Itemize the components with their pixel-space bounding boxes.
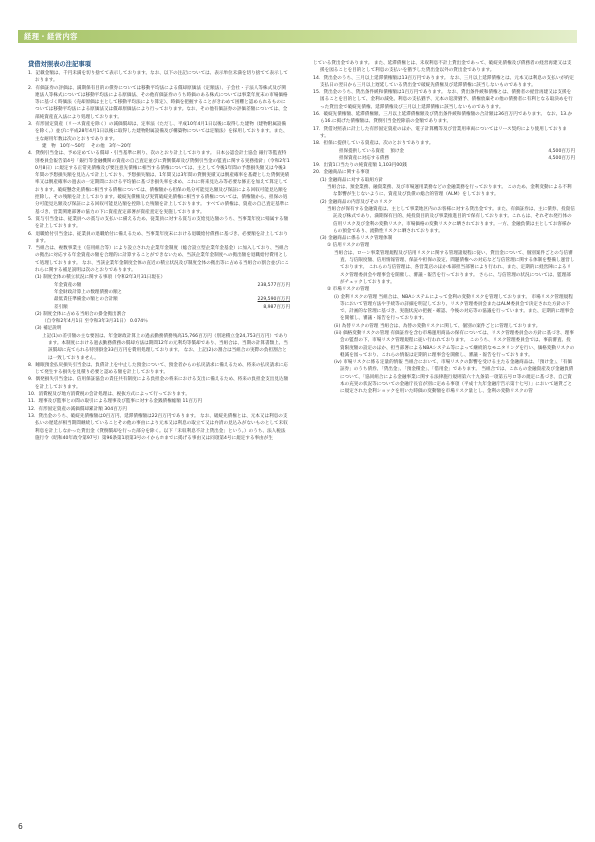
note-entry: 18．担保に提供している資産は、次のとおりであります。: [313, 141, 434, 147]
collateral-liability-row: [313, 155, 575, 162]
collateral-liability-value: 4,500百万円: [548, 155, 575, 161]
financial-note-entry: (ii) 為替リスクの管理 当組合は、為替の変動リスクに関して、個別の案件ごとに管理しております。: [334, 323, 541, 329]
note-entry: 17．貸借対照表に計上した有形固定資産のほか、電子計算機等及び営業用車両についてはリース契約により使用しております。: [313, 126, 567, 139]
pension-ratio-text: （自令和2年4月1日 至令和3年3月31日） 0.074％: [42, 319, 148, 325]
note-entry: 10．消費税及び地方消費税の会計処理は、税抜方式によって行っております。: [28, 392, 190, 398]
pension-note-text: 上記(1)の差引額の主な要因は、年金財政計算上の過去勤務債務残高15,766百万円（別途積立金24,753百万円）であります。本制度における過去勤務債務の償却方法は期間12年の元利均等償却であり、当組合は、当期の計算書類上、当該償却に充てられる特別掛金33百万円を費用処理しております。 なお、上記(2)の割合は当組合の実際の負担割合とは一致しておりません。: [42, 333, 288, 361]
financial-note-entry: 当組合が保有する金融資産は、主として事業地区内のお客様に対する貸出金です。また、有価証券は、主に債券、投資信託及び株式であり、満期保有目的、純投資目的及び事業推進目的で保有しております。これらは、それぞれ発行体の信用リスク及び金利の変動リスク、市場価格の変動リスクに晒されております。一方、金融負債は主としてお客様からの預金であり、流動性リスクに晒されております。: [327, 206, 575, 234]
financial-note-entry: (iii) 価格変動リスクの管理 有価証券を含む市場運用商品の保有については、リスク管理委員会の方針に基づき、理事会の監督の下、市場リスク管理規程に従い行われております。 このうち、リスク管理委員会では、事前審査、投資限度額の設定のほか、担当部署によるNBAシステム等によって継続的なモニタリングを行い、価格変動リスクの軽減を図っており、これらの情報は定期的に理事会を開催し、審議・報告を行っております。: [334, 330, 575, 358]
collateral-asset-type: 預け金: [390, 148, 404, 154]
page-number: 6: [18, 822, 23, 831]
note-entry: 15．貸出金のうち、貸出条件緩和債権額は1百万円であります。 なお、貸出条件緩和債権とは、債務者の経営再建又は支援を図ることを目的として、金利の減免、利息の支払猶予、元本の返済猶予、債権放棄その他の債務者に有利となる取決めを行った貸出金で破綻先債権、延滞債権及び三月以上延滞債権に該当しないものであります。: [313, 90, 573, 110]
left-column: [28, 60, 290, 815]
pension-diff-label: 差引額: [54, 304, 68, 310]
financial-note-entry: (iv) 市場リスクに係る定量的情報 当組合において、市場リスクの影響を受ける主たる金融商品は、「預け金」、「有価証券」のうち債券、「貸出金」、「預金積金」、「借用金」であります。 当組合では、これらの金融資産及び金融負債について、「協同組合による金融事業に関する法律施行規則第六十九条第一項第五号ロ等の規定に基づき、自己資本の充実の状況等についての金融庁長官が別に定める事項（平成十九年金融庁告示第十七号）」において通貨ごとに規定された金利ショックを用いた時価の変動額を市場リスク量とし、金利の変動リスクの管: [334, 360, 574, 395]
note-entry: 9．偶発損失引当金は、信用保証協会の責任共有制度による負担金の将来における支出に備えるため、将来の負担金支出見込額を計上しております。: [28, 377, 289, 390]
financial-note-entry: (2) 金融商品の内容及びそのリスク: [320, 199, 393, 205]
pension-diff-value: 8,987百万円: [263, 304, 290, 310]
note-entry: 16．破綻先債権額、延滞債権額、三月以上延滞債権額及び貸出条件緩和債権額の合計額は36百万円であります。 なお、13.から16.に掲げた債権額は、貸倒引当金控除前の金額であります。: [313, 112, 573, 125]
collateral-asset-value: 4,500百万円: [548, 148, 575, 154]
pension-obligation-value: 229,590百万円: [257, 297, 290, 303]
building-years: 10年〜50年: [59, 143, 86, 149]
useful-life-row: [28, 143, 290, 150]
collateral-asset-label: 担保提供している資産: [339, 148, 385, 154]
pension-diff-row: [28, 304, 290, 311]
note-entry: 8．睡眠預金払戻損失引当金は、負債計上を中止した預金について、預金者からの払戻請求に備えるため、将来の払戻請求に応じて発生する損失を見積り必要と認める額を計上しております。: [28, 362, 289, 376]
note-entry: 4．貸倒引当金は、予め定めている償却・引当基準に則り、次のとおり計上しております。 日本公認会計士協会 銀行等監査特別委員会報告第4号「銀行等金融機関の資産の自己査定並びに貸倒償却及び貸倒引当金の監査に関する実務指針」（令和2年10月8日）に規定する正常先債権及び要注意先債権に相当する債権については、主として今後1年間の予想損失額又は今後3年間の予想損失額を見込んで計上しており、予想損失額は、1年間又は3年間の貸倒実績又は倒産確率を基礎とした貸倒実績率又は倒産確率の過去の一定期間における平均値に基づき損失率を求め、これに将来見込み等必要な修正を加えて算定しております。破綻懸念先債権に相当する債権については、債権額から担保の処分可能見込額及び保証による回収可能見込額を控除し、その残額を計上しております。破綻先債権及び実質破綻先債権に相当する債権については、債権額から、担保の処分可能見込額及び保証による回収可能見込額を控除した残額を計上しております。 すべての債権は、資産の自己査定基準に基づき、営業関連部署の協力の下に資産査定部署が資産査定を実施しております。: [28, 151, 290, 215]
note-entry: 2．有価証券の評価は、満期保有目的の債券については移動平均法による償却原価法（定額法）、子会社・子法人等株式及び関連法人等株式については移動平均法による原価法、その他有価証券のうち時価のある株式については事業年度末の市場価格等に基づく時価法（売却原価は主として移動平均法により算定）、時価を把握することがきわめて困難と認められるものについては移動平均法による原価法又は償却原価法により行っております。なお、その他有価証券の評価差額については、全部純資産直入法により処理しております。: [28, 85, 288, 120]
pension-assets-label: 年金資産の額: [54, 282, 82, 288]
section-header-bar: [18, 30, 577, 43]
note-entry: 6．退職給付引当金は、従業員の退職給付に備えるため、当事業年度末における退職給付債務に基づき、必要額を計上しております。: [28, 231, 289, 244]
note-entry: 1．記載金額は、千円未満を切り捨てて表示しております。なお、以下の注記については、表示単位未満を切り捨てて表示しております。: [28, 71, 288, 84]
right-column: [313, 60, 575, 815]
financial-note-entry: ② 市場リスクの管理: [327, 287, 370, 293]
pension-note-title: (3) 補足説明: [35, 326, 62, 332]
collateral-asset-row: [313, 148, 575, 155]
financial-note-entry: (3) 金融商品に係るリスク管理体制: [320, 236, 393, 242]
notes-section-title: 貸借対照表の注記事項: [28, 61, 91, 68]
building-label: 建 物: [42, 143, 56, 149]
note-entry: 19．出資1口当たりの純資産額 1,103円00銭: [313, 163, 407, 169]
note-entry: 7．当組合は、複数事業主（信用組合等）により設立された企業年金制度（総合設立型企業年金基金）に加入しており、当組合の拠出に対応する年金資産の額を合理的に計算することができないため、当該企業年金制度への拠出額を退職給付費用として処理しております。 なお、当該企業年金制度全体の直近の積立状況及び制度全体の拠出等に占める当組合の割合並びにこれらに関する補足説明は次のとおりであります。: [28, 246, 289, 274]
pension-obligation-total-row: [28, 296, 290, 303]
pension-status-title: (1) 制度全体の積立状況に関する事項（令和2年3月31日現在）: [35, 275, 166, 281]
pension-obligation-label: 最低責任準備金の額との合計額: [54, 297, 118, 303]
note-entry: 11．理事及び監事との間の取引による理事及び監事に対する金銭債権総額 11百万円: [28, 399, 203, 405]
pension-assets-row: [28, 282, 290, 289]
note-entry: じている貸出金であります。 また、延滞債権とは、未収利息不計上貸出金であって、破綻先債権及び債務者の経営再建又は支援を図ることを目的として利息の支払いを猶予した貸出金以外の貸出金であります。: [313, 61, 572, 74]
note-entry: 14．貸出金のうち、三月以上延滞債権額は13百万円であります。 なお、三月以上延滞債権とは、元本又は利息の支払いが約定支払日の翌日から三月以上遅延している貸出金で破綻先債権及び延滞債権に該当しないものであります。: [313, 75, 575, 88]
financial-note-entry: 当組合は、預金業務、融資業務、及び市場運用業務などの金融業務を行っております。 このため、金利変動による不利な影響が生じないように、資産及び負債の総合的管理（ALM）をしております。: [327, 185, 572, 198]
pension-obligation-row: [28, 289, 290, 296]
financial-instruments-notes: [313, 177, 575, 396]
financial-note-entry: (i) 金利リスクの管理 当組合は、NBAシステムによって金利の変動リスクを管理しております。 市場リスク管理規程等において管理方法や手続等の詳細を明記しており、リスク管理委員会またはALM委員会で決定された方針の下で、計画的な管理に基づき、実施状況の把握・確認、今後の対応等の協議を行っています。また、定期的に理事会を開催し、審議・報告を行っております。: [334, 294, 574, 322]
financial-note-entry: 当組合は、ローン事業管理規程及び信用リスクに関する管理諸規程に従い、貸出金について、個別案件ごとの与信審査、与信限度額、信用情報管理、保証や担保の設定、問題債権への対応など与信管理に関する体制を整備し運営しております。 これらの与信管理は、各営業店のほか本部担当部署により行われ、また、定期的に経営陣によるリスク管理委員会や理事会を開催し、審議・報告を行っております。 さらに、与信管理の状況については、監理部がチェックしております。: [334, 250, 575, 285]
note-entry: 20．金融商品に関する事項: [313, 170, 370, 176]
section-header-title: 経理・経営内容: [24, 32, 78, 41]
note-entry: 5．賞与引当金は、従業員への賞与の支払いに備えるため、従業員に対する賞与の支給見込額のうち、当事業年度に帰属する額を計上しております。: [28, 216, 289, 230]
note-entry: 12．有形固定資産の減価償却累計額 304百万円: [28, 406, 127, 412]
pension-assets-value: 238,577百万円: [257, 282, 290, 288]
other-years: 3年〜20年: [108, 143, 132, 149]
pension-ratio-title: (2) 制度全体に占める当組合の掛金拠出割合: [35, 311, 126, 317]
other-label: その他: [91, 143, 105, 149]
collateral-liability-label: 担保資産に対応する債務: [339, 155, 390, 161]
financial-note-entry: (1) 金融商品に対する取組方針: [320, 177, 384, 183]
financial-note-entry: ① 信用リスクの管理: [327, 243, 370, 249]
note-entry: 13．貸出金のうち、破綻先債権額は0百万円、延滞債権額は22百万円であります。 なお、破綻先債権とは、元本又は利息の支払いの遅延が相当期間継続していることその他の事由により元本又は利息の取立て又は弁済の見込みがないものとして未収利息を計上しなかった貸出金（貸倒償却を行った部分を除く。以下「未収利息不計上貸出金」という。）のうち、法人税法施行令（昭和40年政令第97号）第96条第1項第3号のイからホまでに掲げる事由又は同項第4号に規定する事由が生: [28, 413, 288, 441]
pension-obligation-label: 年金財政計算上の数理債務の額と: [54, 289, 123, 295]
note-entry: 3．有形固定資産（リース資産を除く）の減価償却は、定率法（ただし、平成10年4月1日以後に取得した建物（建物附属設備を除く。）並びに平成28年4月1日以後に取得した建物附属設備及び構築物については定額法）を採用しております。また、主な耐用年数は次のとおりであります。: [28, 122, 288, 142]
